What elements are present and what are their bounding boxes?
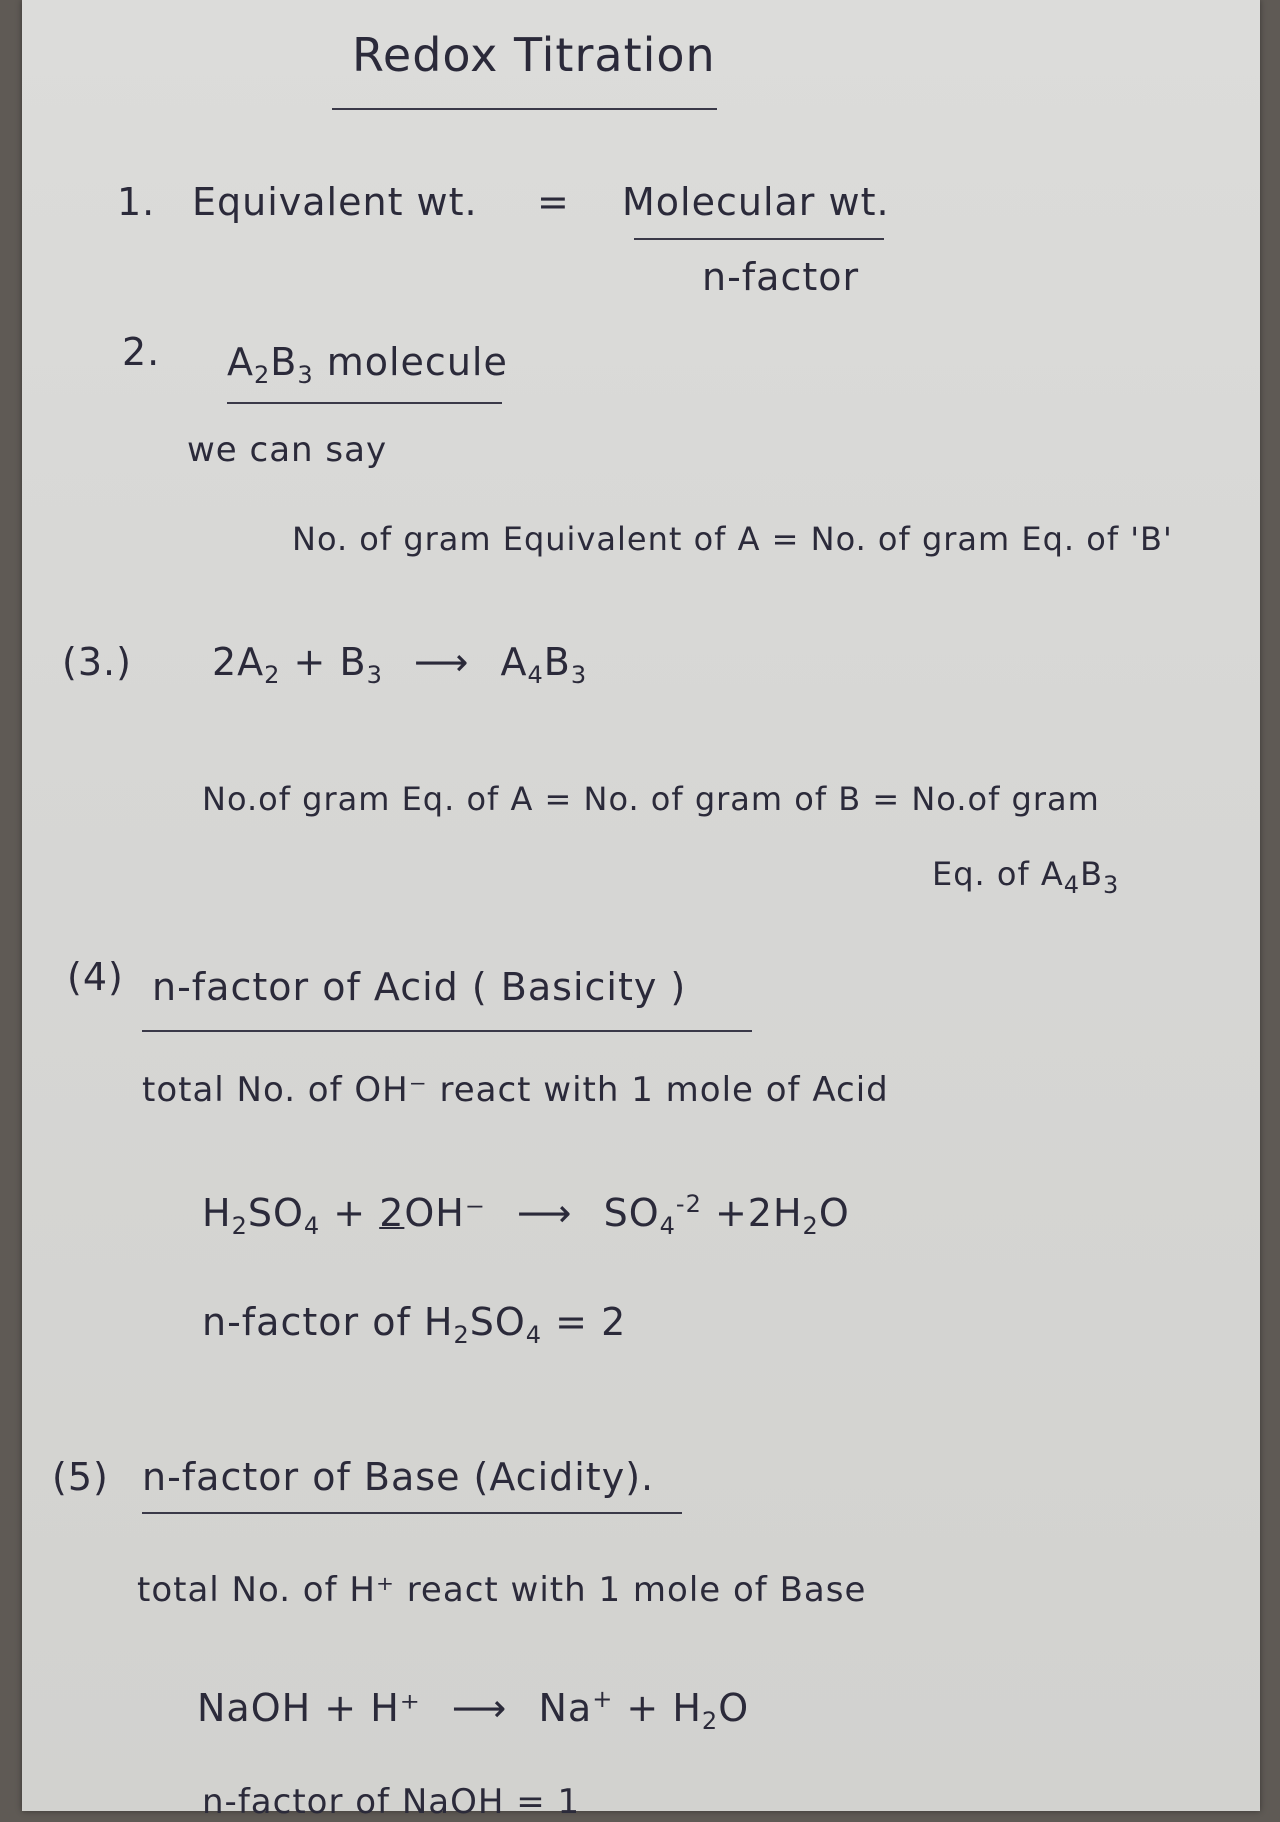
s5-cut-line: n-factor of NaOH = 1 — [202, 1782, 581, 1822]
s1-denominator: n-factor — [702, 255, 860, 299]
title-underline — [332, 108, 717, 110]
s4-heading-underline — [142, 1030, 752, 1032]
s4-equation: $H_2SO_4 + 2OH^-$ ⟶ $SO_4^{-2} +2H_2O$ — [202, 1190, 850, 1240]
s5-heading-underline — [142, 1512, 682, 1514]
s5-line1: total No. of H⁺ react with 1 mole of Base — [137, 1570, 867, 1610]
s5-equation: NaOH + H⁺ ⟶ $Na^+ + H_2O$ — [197, 1685, 750, 1735]
s5-heading: n-factor of Base (Acidity). — [142, 1455, 655, 1499]
s4-line1: total No. of OH⁻ react with 1 mole of Acid — [142, 1070, 889, 1110]
s1-lhs: Equivalent wt. — [192, 180, 478, 224]
page-title: Redox Titration — [352, 28, 716, 82]
s2-heading-underline — [227, 402, 502, 404]
s2-number: 2. — [122, 330, 161, 374]
s3-line1: No.of gram Eq. of A = No. of gram of B = No.of gram — [202, 780, 1100, 818]
s4-heading: n-factor of Acid ( Basicity ) — [152, 965, 687, 1009]
s4-number: (4) — [67, 955, 124, 999]
s1-equals: = — [537, 180, 570, 224]
s1-number: 1. — [117, 180, 156, 224]
s2-heading: $A_2B_3$ molecule — [227, 340, 508, 389]
s1-fraction-line — [634, 238, 884, 240]
s5-number: (5) — [52, 1455, 109, 1499]
s2-line1: we can say — [187, 430, 388, 470]
notebook-page — [22, 0, 1260, 1822]
s3-reaction: $2A_2 + B_3$ ⟶ $A_4B_3$ — [212, 640, 588, 689]
s1-numerator: Molecular wt. — [622, 180, 890, 224]
s3-number: (3.) — [62, 640, 132, 684]
s4-nfactor: n-factor of $H_2SO_4 = 2$ — [202, 1300, 627, 1349]
s2-line2: No. of gram Equivalent of A = No. of gram Eq. of 'B' — [292, 520, 1173, 558]
s3-line2: Eq. of $A_4B_3$ — [932, 855, 1120, 899]
